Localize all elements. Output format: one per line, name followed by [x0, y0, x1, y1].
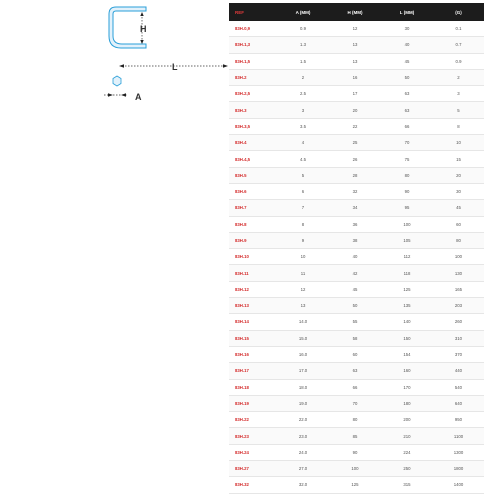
a-mm-cell: 13: [277, 298, 329, 314]
l-mm-cell: 154: [381, 346, 433, 362]
l-mm-cell: 160: [381, 363, 433, 379]
h-mm-cell: 13: [329, 53, 381, 69]
table-row: [229, 102, 484, 118]
weight-cell: 1800: [433, 461, 484, 477]
table-row: [229, 69, 484, 85]
weight-cell: 15: [433, 151, 484, 167]
l-mm-cell: 66: [381, 118, 433, 134]
table-row: [229, 53, 484, 69]
a-label: A: [135, 92, 142, 102]
ref-cell: 83H.7: [229, 200, 277, 216]
weight-cell: 0.9: [433, 53, 484, 69]
table-row: [229, 183, 484, 199]
weight-cell: 0.7: [433, 37, 484, 53]
ref-cell: 83H.13: [229, 298, 277, 314]
a-mm-cell: 12: [277, 281, 329, 297]
a-mm-cell: 10: [277, 249, 329, 265]
weight-cell: 45: [433, 200, 484, 216]
a-mm-cell: 19.0: [277, 395, 329, 411]
weight-cell: 260: [433, 314, 484, 330]
h-mm-cell: 63: [329, 363, 381, 379]
l-label: L: [172, 62, 178, 72]
h-mm-cell: 22: [329, 118, 381, 134]
a-mm-cell: 7: [277, 200, 329, 216]
ref-cell: 83H.3,5: [229, 118, 277, 134]
a-mm-cell: 3.5: [277, 118, 329, 134]
a-mm-cell: 5: [277, 167, 329, 183]
l-mm-cell: 170: [381, 379, 433, 395]
a-arrow-right-icon: [121, 93, 126, 97]
table-body: [229, 21, 484, 493]
ref-cell: 83H.4,5: [229, 151, 277, 167]
ref-cell: 83H.18: [229, 379, 277, 395]
h-mm-cell: 45: [329, 281, 381, 297]
l-mm-cell: 140: [381, 314, 433, 330]
h-mm-cell: 12: [329, 21, 381, 37]
table-row: [229, 249, 484, 265]
h-mm-cell: 90: [329, 444, 381, 460]
h-mm-cell: 70: [329, 395, 381, 411]
ref-cell: 83H.23: [229, 428, 277, 444]
ref-cell: 83H.8: [229, 216, 277, 232]
table-row: [229, 118, 484, 134]
ref-cell: 83H.4: [229, 135, 277, 151]
weight-cell: 3: [433, 86, 484, 102]
table-row: [229, 379, 484, 395]
ref-cell: 83H.12: [229, 281, 277, 297]
l-mm-cell: 135: [381, 298, 433, 314]
h-mm-cell: 36: [329, 216, 381, 232]
table-row: [229, 232, 484, 248]
ref-cell: 83H.19: [229, 395, 277, 411]
a-mm-cell: 4: [277, 135, 329, 151]
table-row: [229, 412, 484, 428]
column-header-ref: REF: [229, 3, 277, 21]
table-row: [229, 346, 484, 362]
weight-cell: 8: [433, 118, 484, 134]
a-mm-cell: 1.3: [277, 37, 329, 53]
h-mm-cell: 80: [329, 412, 381, 428]
l-mm-cell: 45: [381, 53, 433, 69]
weight-cell: 80: [433, 232, 484, 248]
h-arrow-top-icon: [140, 12, 143, 16]
weight-cell: 310: [433, 330, 484, 346]
h-mm-cell: 60: [329, 346, 381, 362]
l-mm-cell: 40: [381, 37, 433, 53]
h-mm-cell: 13: [329, 37, 381, 53]
l-mm-cell: 118: [381, 265, 433, 281]
a-mm-cell: 9: [277, 232, 329, 248]
weight-cell: 60: [433, 216, 484, 232]
weight-cell: 640: [433, 395, 484, 411]
h-mm-cell: 85: [329, 428, 381, 444]
h-mm-cell: 50: [329, 298, 381, 314]
weight-cell: 1300: [433, 444, 484, 460]
hex-key-dimension-diagram: [0, 0, 235, 130]
l-mm-cell: 63: [381, 86, 433, 102]
weight-cell: 440: [433, 363, 484, 379]
h-mm-cell: 100: [329, 461, 381, 477]
weight-cell: 30: [433, 183, 484, 199]
l-mm-cell: 210: [381, 428, 433, 444]
h-mm-cell: 16: [329, 69, 381, 85]
a-mm-cell: 14.0: [277, 314, 329, 330]
weight-cell: 370: [433, 346, 484, 362]
table-row: [229, 151, 484, 167]
table-row: [229, 37, 484, 53]
l-mm-cell: 100: [381, 216, 433, 232]
ref-cell: 83H.1,5: [229, 53, 277, 69]
weight-cell: 540: [433, 379, 484, 395]
l-mm-cell: 80: [381, 167, 433, 183]
weight-cell: 950: [433, 412, 484, 428]
h-label: H: [140, 24, 147, 34]
weight-cell: 165: [433, 281, 484, 297]
h-mm-cell: 38: [329, 232, 381, 248]
l-mm-cell: 63: [381, 102, 433, 118]
a-mm-cell: 1.5: [277, 53, 329, 69]
l-mm-cell: 75: [381, 151, 433, 167]
weight-cell: 5: [433, 102, 484, 118]
table-row: [229, 135, 484, 151]
l-arrow-left-icon: [119, 64, 124, 68]
weight-cell: 203: [433, 298, 484, 314]
ref-cell: 83H.2,5: [229, 86, 277, 102]
ref-cell: 83H.3: [229, 102, 277, 118]
column-header-weight: (G): [433, 3, 484, 21]
ref-cell: 83H.6: [229, 183, 277, 199]
h-mm-cell: 40: [329, 249, 381, 265]
weight-cell: 1100: [433, 428, 484, 444]
h-mm-cell: 25: [329, 135, 381, 151]
l-mm-cell: 200: [381, 412, 433, 428]
ref-cell: 83H.32: [229, 477, 277, 493]
a-mm-cell: 2: [277, 69, 329, 85]
table-row: [229, 86, 484, 102]
ref-cell: 83H.22: [229, 412, 277, 428]
a-arrow-left-icon: [108, 93, 113, 97]
table-row: [229, 21, 484, 37]
h-mm-cell: 26: [329, 151, 381, 167]
a-mm-cell: 4.5: [277, 151, 329, 167]
ref-cell: 83H.14: [229, 314, 277, 330]
weight-cell: 1400: [433, 477, 484, 493]
hex-cross-section-icon: [113, 76, 121, 86]
h-mm-cell: 42: [329, 265, 381, 281]
weight-cell: 0.1: [433, 21, 484, 37]
a-mm-cell: 2.5: [277, 86, 329, 102]
l-mm-cell: 105: [381, 232, 433, 248]
weight-cell: 10: [433, 135, 484, 151]
a-mm-cell: 32.0: [277, 477, 329, 493]
ref-cell: 83H.27: [229, 461, 277, 477]
table-row: [229, 314, 484, 330]
table-row: [229, 428, 484, 444]
l-mm-cell: 125: [381, 281, 433, 297]
a-mm-cell: 3: [277, 102, 329, 118]
l-mm-cell: 250: [381, 461, 433, 477]
a-mm-cell: 16.0: [277, 346, 329, 362]
column-header-h-mm: H (MM): [329, 3, 381, 21]
ref-cell: 83H.0,9: [229, 21, 277, 37]
a-mm-cell: 27.0: [277, 461, 329, 477]
h-mm-cell: 32: [329, 183, 381, 199]
ref-cell: 83H.16: [229, 346, 277, 362]
l-mm-cell: 30: [381, 21, 433, 37]
l-arrow-right-icon: [223, 64, 228, 68]
weight-cell: 2: [433, 69, 484, 85]
l-mm-cell: 315: [381, 477, 433, 493]
ref-cell: 83H.10: [229, 249, 277, 265]
table-row: [229, 444, 484, 460]
h-mm-cell: 66: [329, 379, 381, 395]
table-row: [229, 395, 484, 411]
ref-cell: 83H.15: [229, 330, 277, 346]
table-header-row: [229, 3, 484, 21]
l-mm-cell: 90: [381, 183, 433, 199]
l-mm-cell: 112: [381, 249, 433, 265]
a-mm-cell: 11: [277, 265, 329, 281]
a-mm-cell: 15.0: [277, 330, 329, 346]
a-mm-cell: 8: [277, 216, 329, 232]
weight-cell: 100: [433, 249, 484, 265]
l-mm-cell: 95: [381, 200, 433, 216]
h-mm-cell: 34: [329, 200, 381, 216]
h-mm-cell: 20: [329, 102, 381, 118]
a-mm-cell: 0.9: [277, 21, 329, 37]
ref-cell: 83H.5: [229, 167, 277, 183]
h-mm-cell: 55: [329, 314, 381, 330]
column-header-a-mm: A (MM): [277, 3, 329, 21]
column-header-l-mm: L (MM): [381, 3, 433, 21]
hex-key-spec-table: [229, 3, 484, 494]
l-mm-cell: 150: [381, 330, 433, 346]
l-mm-cell: 180: [381, 395, 433, 411]
ref-cell: 83H.24: [229, 444, 277, 460]
a-mm-cell: 22.0: [277, 412, 329, 428]
table-row: [229, 265, 484, 281]
h-mm-cell: 28: [329, 167, 381, 183]
a-mm-cell: 17.0: [277, 363, 329, 379]
h-mm-cell: 125: [329, 477, 381, 493]
h-arrow-bottom-icon: [140, 40, 143, 44]
l-mm-cell: 224: [381, 444, 433, 460]
table-row: [229, 461, 484, 477]
table-row: [229, 330, 484, 346]
ref-cell: 83H.2: [229, 69, 277, 85]
table-row: [229, 281, 484, 297]
a-mm-cell: 18.0: [277, 379, 329, 395]
table-row: [229, 167, 484, 183]
table-row: [229, 216, 484, 232]
h-mm-cell: 58: [329, 330, 381, 346]
table-row: [229, 298, 484, 314]
ref-cell: 83H.11: [229, 265, 277, 281]
l-mm-cell: 70: [381, 135, 433, 151]
table-row: [229, 363, 484, 379]
table-row: [229, 200, 484, 216]
l-mm-cell: 50: [381, 69, 433, 85]
ref-cell: 83H.9: [229, 232, 277, 248]
table-row: [229, 477, 484, 493]
a-mm-cell: 23.0: [277, 428, 329, 444]
weight-cell: 20: [433, 167, 484, 183]
weight-cell: 130: [433, 265, 484, 281]
ref-cell: 83H.1,3: [229, 37, 277, 53]
h-mm-cell: 17: [329, 86, 381, 102]
a-mm-cell: 6: [277, 183, 329, 199]
ref-cell: 83H.17: [229, 363, 277, 379]
a-mm-cell: 24.0: [277, 444, 329, 460]
